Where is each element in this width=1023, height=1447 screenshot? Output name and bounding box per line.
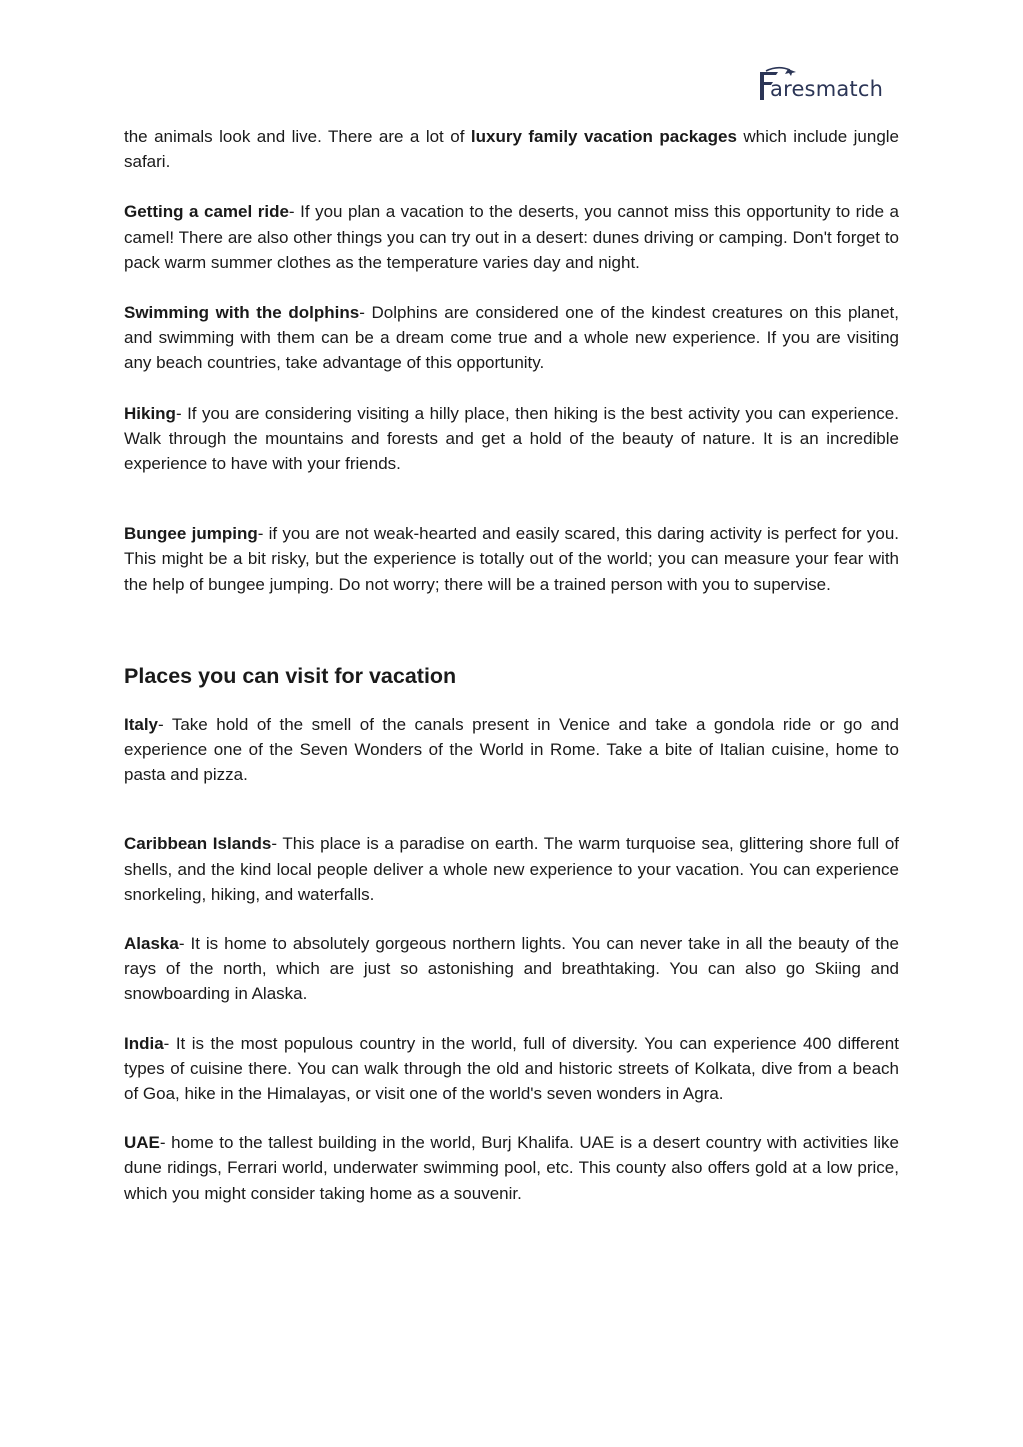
- place-alaska: [124, 931, 899, 1007]
- activity-body: - If you are considering visiting a hilly place, then hiking is the best activity you can experience. Walk through the mountains and forests and get a hold of the beauty of nature. It is an incredible experience to have with your friends.: [124, 403, 899, 474]
- faresmatch-logo: [756, 66, 901, 106]
- place-title: India: [124, 1033, 164, 1053]
- place-india: [124, 1031, 899, 1107]
- place-title: Caribbean Islands: [124, 834, 272, 854]
- place-title: Italy: [124, 714, 159, 734]
- place-body: - This place is a paradise on earth. The warm turquoise sea, glittering shore full of shells, and the kind local people deliver a whole new experience to your vacation. You can experience snorkeling, hiking, and waterfalls.: [124, 834, 899, 904]
- place-italy: [124, 712, 899, 788]
- place-caribbean-islands: [124, 831, 899, 907]
- activity-body: - Dolphins are considered one of the kindest creatures on this planet, and swimming with them can be a dream come true and a whole new experience. If you are visiting any beach countries, take advantage of this opportunity.: [124, 303, 899, 373]
- intro-text-end: which include jungle safari.: [124, 127, 900, 172]
- document-body: [124, 124, 899, 1206]
- activity-title: Getting a camel ride: [124, 202, 289, 222]
- place-body: - It is the most populous country in the world, full of diversity. You can experience 400 different types of cuisine there. You can walk through the old and historic streets of Kolkata, dive from a beach of Goa, hike in the Himalayas, or visit one of the world's seven wonders in Agra.: [124, 1033, 899, 1104]
- intro-paragraph: [124, 124, 899, 174]
- place-uae: [124, 1130, 899, 1206]
- activity-title: Hiking: [124, 403, 176, 423]
- place-title: UAE: [124, 1133, 160, 1153]
- activity-title: Bungee jumping: [124, 524, 258, 544]
- place-body: - Take hold of the smell of the canals present in Venice and take a gondola ride or go and experience one of the Seven Wonders of the World in Rome. Take a bite of Italian cuisine, home to pasta and pizza.: [124, 714, 899, 785]
- activity-dolphins: [124, 300, 899, 376]
- intro-bold-phrase: luxury family vacation packages: [470, 127, 737, 146]
- place-body: - It is home to absolutely gorgeous northern lights. You can never take in all the beauty of the rays of the north, which are just so astonishing and breathtaking. You can also go Skiing and snowboarding in Alaska.: [124, 934, 899, 1004]
- activity-body: - if you are not weak-hearted and easily scared, this daring activity is perfect for you. This might be a bit risky, but the experience is totally out of the world; you can measure your fear with the help of bungee jumping. Do not worry; there will be a trained person with you to supervise.: [124, 524, 899, 594]
- activity-title: Swimming with the dolphins: [124, 303, 360, 323]
- intro-text: the animals look and live. There are a lot of: [124, 127, 471, 146]
- place-body: - home to the tallest building in the world, Burj Khalifa. UAE is a desert country with activities like dune ridings, Ferrari world, underwater swimming pool, etc. This county also offers gold at a low price, which you might consider taking home as a souvenir.: [124, 1133, 899, 1203]
- places-heading: Places you can visit for vacation: [124, 663, 457, 688]
- activity-body: - If you plan a vacation to the deserts, you cannot miss this opportunity to ride a camel! There are also other things you can try out in a desert: dunes driving or camping. Don't forget to pack warm summer clothes as the temperature varies day and night.: [124, 202, 900, 272]
- activity-hiking: [124, 401, 899, 477]
- activity-bungee-jumping: [124, 521, 899, 597]
- place-title: Alaska: [124, 934, 179, 954]
- activity-camel-ride: [124, 199, 899, 275]
- logo-wordmark: aresmatch: [770, 77, 884, 101]
